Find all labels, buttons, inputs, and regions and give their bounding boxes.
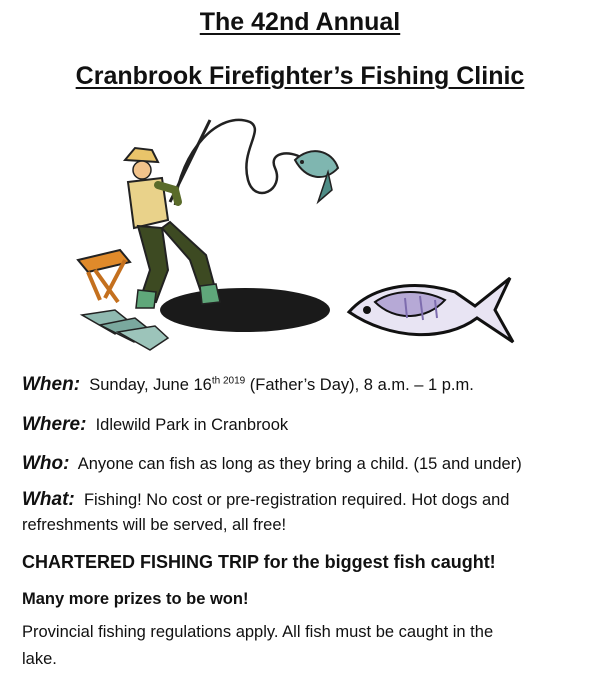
where-line	[22, 414, 288, 436]
when-text-tail: (Father’s Day), 8 a.m. – 1 p.m.	[245, 376, 474, 394]
who-label: Who:	[22, 453, 70, 474]
when-line	[22, 374, 474, 396]
chartered-trip-highlight: CHARTERED FISHING TRIP for the biggest fish caught!	[22, 552, 496, 572]
what-line	[22, 489, 509, 511]
when-label: When:	[22, 374, 81, 395]
when-text: Sunday, June 16	[89, 376, 212, 394]
what-line-2: refreshments will be served, all free!	[22, 516, 287, 534]
who-line	[22, 453, 522, 475]
fish-pile-icon	[82, 310, 168, 350]
page-title-line2: Cranbrook Firefighter’s Fishing Clinic	[75, 62, 525, 90]
page-title-line1: The 42nd Annual	[199, 8, 401, 36]
prizes-highlight: Many more prizes to be won!	[22, 590, 249, 608]
fisherman-icon	[125, 148, 220, 308]
when-superscript: th 2019	[211, 375, 246, 387]
what-text: Fishing! No cost or pre-registration required. Hot dogs and	[83, 491, 510, 509]
where-text: Idlewild Park in Cranbrook	[95, 416, 289, 434]
fisherman-casting-icon	[70, 110, 350, 360]
what-label: What:	[22, 489, 75, 510]
regulations-line-2: lake.	[22, 650, 57, 668]
regulations-line-1: Provincial fishing regulations apply. All fish must be caught in the	[22, 623, 494, 641]
where-label: Where:	[22, 414, 87, 435]
caught-fish-icon	[295, 151, 338, 202]
stool-icon	[78, 250, 130, 302]
who-text: Anyone can fish as long as they bring a child. (15 and under)	[77, 455, 522, 473]
fish-icon	[345, 270, 515, 350]
